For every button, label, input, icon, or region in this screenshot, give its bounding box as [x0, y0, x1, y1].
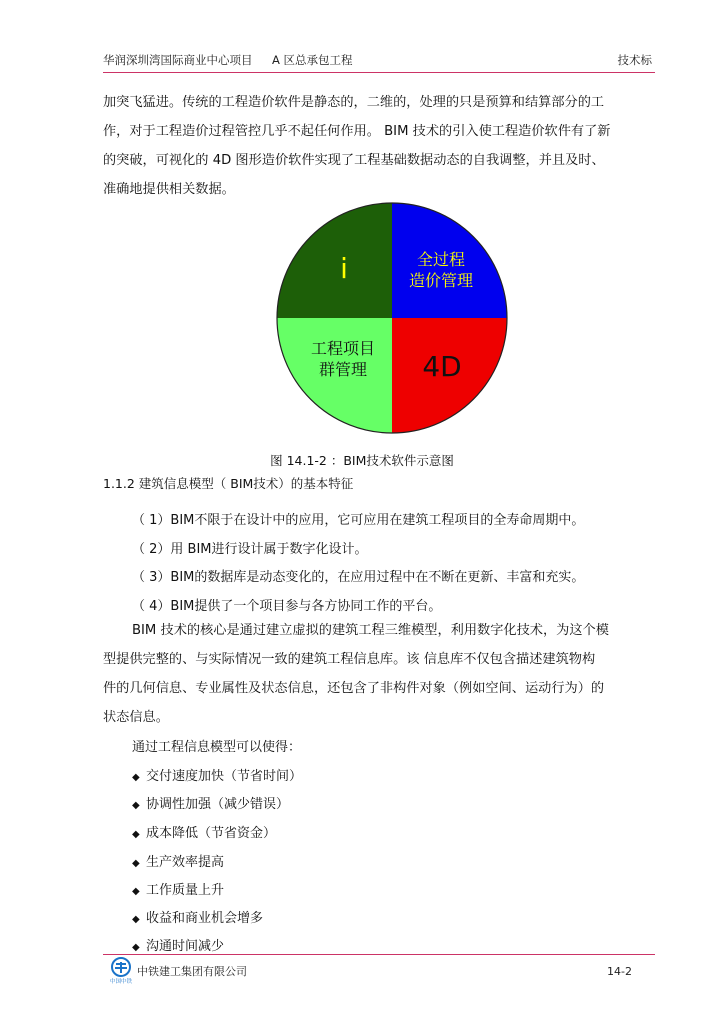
intro-line: 的突破，可视化的 4D 图形造价软件实现了工程基础数据动态的自我调整，并且及时、 [103, 153, 605, 168]
benefit-text: 交付速度加快（节省时间） [146, 769, 303, 784]
benefit-item [132, 765, 302, 784]
footer-rule [103, 954, 655, 955]
bullet-diamond-icon: ◆ [132, 942, 140, 953]
core-line: 型提供完整的、与实际情况一致的建筑工程信息库。该 信息库不仅包含描述建筑物构 [103, 652, 596, 667]
feature-item: （ 4）BIM提供了一个项目参与各方协同工作的平台。 [132, 599, 442, 614]
benefit-text: 成本降低（节省资金） [146, 826, 277, 841]
header-doc-type: 技术标 [617, 53, 652, 67]
core-line: 件的几何信息、专业属性及状态信息，还包含了非构件对象（例如空间、运动行为）的 [103, 681, 605, 696]
quadrant-label-project: 工程项目 [310, 339, 376, 358]
bullet-diamond-icon: ◆ [132, 772, 140, 783]
quadrant-label-4d: 4D [422, 350, 462, 383]
bullet-diamond-icon: ◆ [132, 886, 140, 897]
core-line: 状态信息。 [103, 710, 169, 725]
benefits-intro: 通过工程信息模型可以使得： [132, 740, 302, 755]
benefit-item [132, 793, 289, 812]
bim-software-diagram [275, 201, 509, 435]
header-subtitle: A 区总承包工程 [272, 53, 353, 67]
benefit-text: 协调性加强（减少错误） [146, 797, 290, 812]
intro-line: 作，对于工程造价过程管控几乎不起任何作用。 BIM 技术的引入使工程造价软件有了新 [103, 124, 611, 139]
benefit-item [132, 851, 224, 870]
benefit-text: 工作质量上升 [146, 883, 225, 898]
bullet-diamond-icon: ◆ [132, 829, 140, 840]
header-rule [103, 72, 655, 73]
quadrant-label-full-process: 全过程 [416, 250, 466, 269]
core-line: BIM 技术的核心是通过建立虚拟的建筑工程三维模型，利用数字化技术，为这个模 [132, 623, 609, 638]
intro-line: 准确地提供相关数据。 [103, 182, 235, 197]
benefit-text: 生产效率提高 [146, 855, 225, 870]
benefit-item [132, 907, 263, 926]
benefit-item [132, 879, 224, 898]
core-paragraph [103, 616, 653, 732]
feature-item: （ 2）用 BIM进行设计属于数字化设计。 [132, 542, 368, 557]
bullet-diamond-icon: ◆ [132, 914, 140, 925]
feature-item: （ 1）BIM不限于在设计中的应用，它可应用在建筑工程项目的全寿命周期中。 [132, 513, 585, 528]
quadrant-label-i: i [340, 252, 348, 285]
quadrant-label-cost-management: 造价管理 [408, 271, 474, 290]
diagram-caption: 图 14.1-2 ：BIM技术软件示意图 [270, 453, 454, 468]
logo-text: 中国中铁 [109, 979, 133, 984]
intro-line: 加突飞猛进。传统的工程造价软件是静态的，二维的，处理的只是预算和结算部分的工 [103, 95, 605, 110]
intro-paragraph [103, 88, 653, 204]
benefit-text: 收益和商业机会增多 [146, 911, 264, 926]
section-heading: 1.1.2 建筑信息模型（ BIM技术）的基本特征 [103, 476, 354, 491]
page-number: 14-2 [607, 965, 632, 978]
quadrant-label-group-management: 群管理 [318, 360, 368, 379]
header-project: 华润深圳湾国际商业中心项目 [103, 53, 253, 67]
bullet-diamond-icon: ◆ [132, 800, 140, 811]
benefit-text: 沟通时间减少 [146, 939, 225, 954]
quadrant-top-left [277, 203, 392, 318]
bullet-diamond-icon: ◆ [132, 858, 140, 869]
benefit-item [132, 822, 276, 841]
footer-company: 中铁建工集团有限公司 [137, 965, 247, 978]
benefit-item [132, 935, 224, 954]
company-logo-icon [106, 956, 136, 984]
feature-item: （ 3）BIM的数据库是动态变化的，在应用过程中在不断在更新、丰富和充实。 [132, 570, 585, 585]
